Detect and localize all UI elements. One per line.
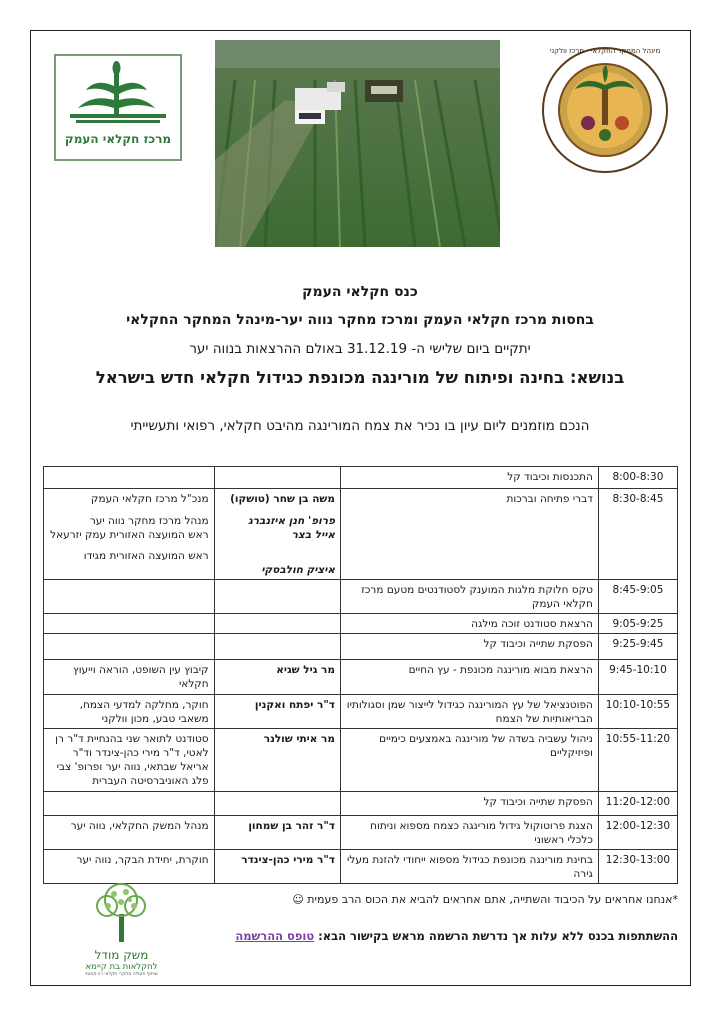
model-farm-logo (74, 880, 169, 980)
speaker-affiliation: סטודנט לתואר שני בהנחיית ד"ר רן לאטי, ד"ר מירי כהן-צינדר וד"ר אריאל שבתאי, נווה יער ופרופ' צבי פלג האוניברסיטה העברית (44, 728, 215, 791)
speaker-affiliation: חוקרת, יחידת הבקר, נווה יער (44, 849, 215, 883)
affiliation-text: מנהל מרכז מחקר נווה יער (89, 515, 209, 528)
session-time: 8:45-9:05 (598, 579, 677, 613)
affiliation-text: ראש המועצה האזורית עמק יזרעאל (50, 529, 209, 542)
session-time: 8:30-8:45 (598, 489, 677, 580)
session-topic: הרצאת סטודנט זוכה מילגה (340, 614, 598, 634)
speaker-affiliation: קיבוץ עין השופט, הוראה וייעוץ חקלאי (44, 660, 215, 694)
speaker-affiliation (44, 791, 215, 815)
cups-note: *אנחנו אחראים על הכיבוד והשתייה, אתם אחראים להביא את הכוס הרב פעמית ☺ (292, 893, 678, 906)
table-row (44, 728, 678, 791)
conference-title: כנס חקלאי העמק (302, 284, 418, 300)
speaker-name: פרופ' חנן איזנברג (248, 515, 335, 528)
session-speaker: ד"ר יפתח ואקנין (214, 694, 340, 728)
session-topic: דברי פתיחה וברכות (340, 489, 598, 580)
session-time: 11:20-12:00 (598, 791, 677, 815)
table-row (44, 849, 678, 883)
speaker-affiliation (44, 634, 215, 660)
session-speaker (214, 634, 340, 660)
session-speaker: ד"ר מירי כהן-צינדר (214, 849, 340, 883)
speaker-name: איציק חולבסקי (261, 563, 335, 576)
speaker-name: אייל בצר (291, 529, 335, 542)
conference-date-venue: יתקיים ביום שלישי ה- 31.12.19 באולם ההרצאות בנווה יער (189, 341, 531, 357)
session-time: 12:00-12:30 (598, 815, 677, 849)
table-row (44, 791, 678, 815)
registration-line (235, 929, 678, 943)
emek-center-logo (54, 54, 182, 161)
volcani-seal-logo (540, 45, 670, 175)
speaker-affiliation (44, 467, 215, 489)
session-speaker: מר איתי שולנר (214, 728, 340, 791)
session-speaker: מר גיל שגיא (214, 660, 340, 694)
session-speaker (214, 489, 340, 580)
session-speaker: ד"ר זהר בן שמחון (214, 815, 340, 849)
session-topic: הפוטנציאל של עץ המורינגה כגידול לייצור שמן וסגולותיו הבריאותיות של הצמח (340, 694, 598, 728)
session-topic: הפסקת שתייה וכיבוד קל (340, 634, 598, 660)
session-speaker (214, 579, 340, 613)
session-time: 10:55-11:20 (598, 728, 677, 791)
affiliation-text: ראש המועצה האזורית מגידו (83, 549, 209, 562)
speaker-affiliation (44, 579, 215, 613)
schedule-table (43, 466, 678, 884)
model-farm-title: משק מודל (94, 948, 149, 962)
table-row (44, 815, 678, 849)
table-row (44, 660, 678, 694)
session-topic: ניהול עשביה בשדה של מורינגה באמצעים כימיים ופיזיקליים (340, 728, 598, 791)
table-row (44, 694, 678, 728)
table-row (44, 614, 678, 634)
session-time: 9:25-9:45 (598, 634, 677, 660)
session-speaker (214, 614, 340, 634)
speaker-affiliation: חוקר, מחלקה למדעי הצמח, משאבי טבע, מכון וולקני (44, 694, 215, 728)
model-farm-subtitle: לחקלאות בת קיימא (85, 962, 158, 972)
speaker-affiliation: מנהל המשק החקלאי, נווה יער (44, 815, 215, 849)
table-row (44, 467, 678, 489)
session-topic: טקס חלוקת מלגות המוענק לסטודנטים מטעם מרכז חקלאי העמק (340, 579, 598, 613)
affiliation-text: מנכ"ל מרכז חקלאי העמק (91, 493, 209, 505)
session-time: 12:30-13:00 (598, 849, 677, 883)
session-speaker (214, 791, 340, 815)
volcani-seal-text: מינהל המחקר החקלאי - מרכז וולקני (549, 47, 661, 55)
conference-hosts: בחסות מרכז חקלאי העמק ומרכז מחקר נווה יער-מינהל המחקר החקלאי (126, 312, 594, 328)
model-farm-small: שיתוף פעולה מחקרי חקלאי רב-תחומי (85, 972, 158, 977)
session-topic: התכנסות וכיבוד קל (340, 467, 598, 489)
table-row (44, 489, 678, 580)
conference-intro: הנכם מוזמנים ליום עיון בו נכיר את צמח המורינגה מהיבט חקלאי, רפואי ותעשייתי (130, 418, 590, 434)
session-topic: הצגת פרוטוקול גידול מורינגה כצמח מספוא וניתוח כלכלי ראשוני (340, 815, 598, 849)
conference-topic: בנושא: בחינה ופיתוח של מורינגה מכונפת כגידול חקלאי חדש בישראל (95, 368, 625, 387)
session-time: 10:10-10:55 (598, 694, 677, 728)
table-row (44, 634, 678, 660)
speaker-name: משה בן שחר (טושקו) (230, 493, 335, 505)
registration-text: ההשתתפות בכנס ללא עלות אך נדרשת הרשמה מראש בקישור הבא: (318, 929, 678, 943)
session-topic: הרצאת מבוא מורינגה מכונפת - עץ החיים (340, 660, 598, 694)
emek-logo-text: מרכז חקלאי העמק (64, 132, 172, 146)
session-time: 9:05-9:25 (598, 614, 677, 634)
session-topic: בחינת מורינגה מכונפת כגידול מספוא ייחודי להזנת מעלי גירה (340, 849, 598, 883)
session-time: 9:45-10:10 (598, 660, 677, 694)
field-harvest-photo (215, 40, 500, 247)
speaker-affiliation (44, 489, 215, 580)
session-time: 8:00-8:30 (598, 467, 677, 489)
session-speaker (214, 467, 340, 489)
table-row (44, 579, 678, 613)
session-topic: הפסקת שתייה וכיבוד קל (340, 791, 598, 815)
registration-form-link[interactable]: טופס ההרשמה (235, 929, 315, 943)
speaker-affiliation (44, 614, 215, 634)
